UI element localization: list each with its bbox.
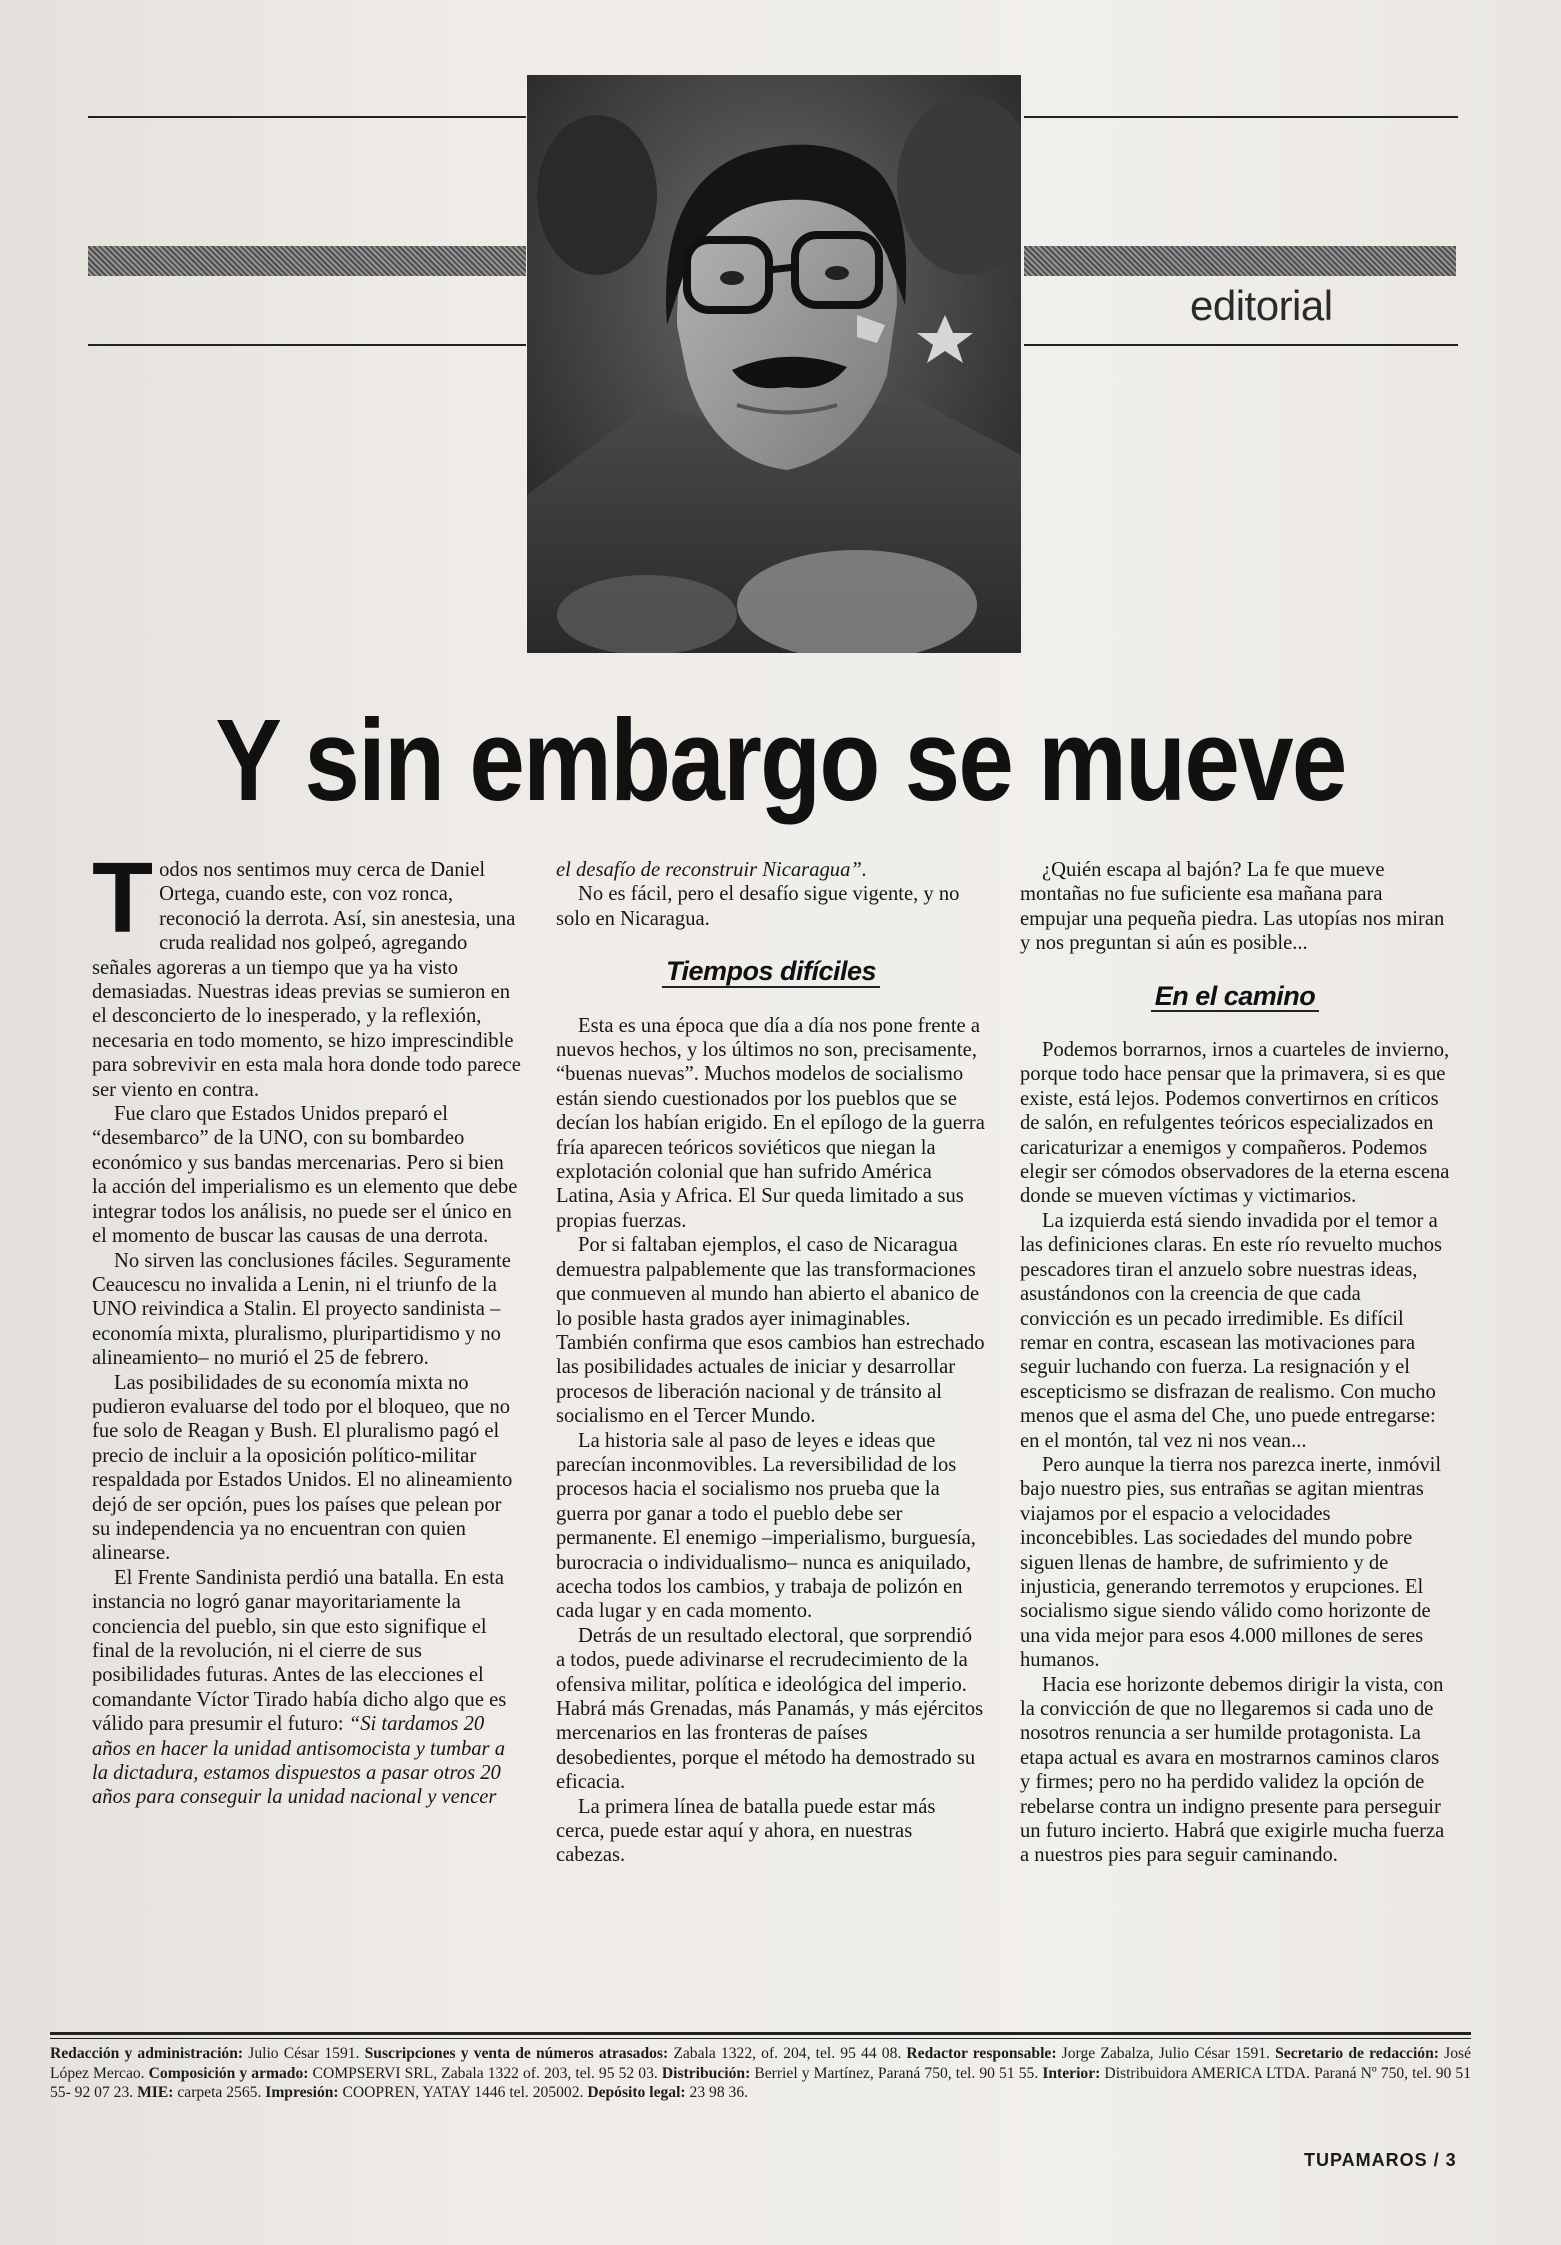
- paragraph: No sirven las conclusiones fáciles. Seguramente Ceaucescu no invalida a Lenin, ni el triunfo de la UNO reivindica a Stalin. El proyecto sandinista –economía mixta, pluralismo, pluripartidismo y no alineamiento– no murió el 25 de febrero.: [92, 1249, 511, 1370]
- credit-label: Impresión:: [265, 2084, 339, 2101]
- credit-label: Depósito legal:: [587, 2084, 686, 2101]
- credit-label: MIE:: [137, 2084, 174, 2101]
- header-rule-right: [1024, 116, 1458, 118]
- paragraph: Podemos borrarnos, irnos a cuarteles de invierno, porque todo hace pensar que la primavera, si es que existe, está lejos. Podemos convertirnos en críticos de salón, en refulgentes teóricos especializados en caricaturizar a enemigos y compañeros. Podemos elegir ser cómodos observadores de la eterna escena donde se mueven víctimas y victimarios.: [1020, 1039, 1450, 1208]
- credit-label: Composición y armado:: [148, 2064, 309, 2082]
- tirado-quote: “Si tardamos 20 años en hacer la unidad antisomocista y tumbar a la dictadura, estamos dispuestos a pasar otros 20 años para conseguir la unidad nacional y vencer: [92, 1713, 505, 1809]
- paragraph: Hacia ese horizonte debemos dirigir la vista, con la convicción de que no llegaremos si cada uno de nosotros renuncia a ser humilde protagonista. La etapa actual es avara en mostrarnos caminos claros y firmes; pero no ha perdido validez la opción de rebelarse contra un indigno presente para perseguir un futuro incierto. Habrá que exigirle mucha fuerza a nuestros pies para seguir caminando.: [1020, 1673, 1445, 1867]
- footer-rule-thin: [50, 2038, 1471, 2039]
- credit-value: COOPREN, YATAY 1446 tel. 205002.: [338, 2084, 588, 2101]
- header-rule-right-lower: [1024, 344, 1458, 346]
- paragraph: Las posibilidades de su economía mixta no pudieron evaluarse del todo por el bloqueo, que no fue solo de Reagan y Bush. El pluralismo pagó el precio de incluir a la oposición político-militar respaldada por Estados Unidos. El no alineamiento dejó de ser opción, pues los países que pelean por su independencia ya no encuentran con quien alinearse.: [92, 1371, 513, 1565]
- credit-value: COMPSERVI SRL, Zabala 1322 of. 203, tel. 95 52 03.: [308, 2064, 662, 2082]
- paragraph: La primera línea de batalla puede estar más cerca, puede estar aquí y ahora, en nuestras cabezas.: [556, 1795, 936, 1867]
- paragraph: Pero aunque la tierra nos parezca inerte, inmóvil bajo nuestro pies, sus entrañas se agitan mientras viajamos por el espacio a velocidades inconcebibles. Las sociedades del mundo pobre siguen llenas de hambre, de sufrimiento y de injusticia, generando terremotos y erupciones. El socialismo sigue siendo válido como horizonte de una vida mejor para esos 4.000 millones de seres humanos.: [1020, 1453, 1442, 1672]
- headline: Y sin embargo se mueve: [215, 695, 1346, 825]
- header-band-left: [88, 246, 526, 276]
- section-label: editorial: [1190, 282, 1333, 329]
- paragraph: [92, 842, 522, 1102]
- quote-end: el desafío de reconstruir Nicaragua”.: [556, 859, 867, 881]
- header-band-right: [1024, 246, 1456, 276]
- credit-value: Distribuidora AMERICA LTDA. Paraná Nº 750, tel. 90 51 55- 92 07 23.: [50, 2064, 1472, 2101]
- credit-label: Distribución:: [661, 2064, 751, 2082]
- header-rule-left-lower: [88, 344, 526, 346]
- paragraph: ¿Quién escapa al bajón? La fe que mueve montañas no fue suficiente esa mañana para empujar una pequeña piedra. Las utopías nos miran y nos preguntan si aún es posible...: [1020, 859, 1445, 955]
- page-folio: TUPAMAROS / 3: [1304, 2150, 1457, 2170]
- credit-value: 23 98 36.: [685, 2084, 749, 2101]
- masthead-credits: [50, 2044, 1471, 2103]
- column-3: [1020, 858, 1450, 1868]
- header-rule-left: [88, 116, 526, 118]
- credit-value: Zabala 1322, of. 204, tel. 95 44 08.: [668, 2045, 907, 2062]
- credit-label: Redactor responsable:: [906, 2045, 1057, 2062]
- column-2: [556, 858, 986, 1868]
- credit-label: Suscripciones y venta de números atrasados:: [364, 2045, 669, 2062]
- credit-label: Secretario de redacción:: [1275, 2045, 1439, 2062]
- credit-value: Jorge Zabalza, Julio César 1591.: [1056, 2045, 1276, 2062]
- column-1: [92, 842, 522, 1810]
- paragraph-text: odos nos sentimos muy cerca de Daniel Ortega, cuando este, con voz ronca, reconoció la derrota. Así, sin anestesia, una cruda realidad nos golpeó, agregando señales agoreras a un tiempo que ya ha visto demasiadas. Nuestras ideas previas se sumieron en el desconcierto de lo inesperado, y la reflexión, necesaria en todo momento, se hizo imprescindible para sobrevivir en esta mala hora donde todo parece ser viento en contra.: [92, 859, 521, 1101]
- paragraph-text: El Frente Sandinista perdió una batalla. En esta instancia no logró ganar mayoritariamente la conciencia del pueblo, sin que esto signifique el final de la revolución, ni el cierre de sus posibilidades futuras. Antes de las elecciones el comandante Víctor Tirado había dicho algo que es válido para presumir el futuro:: [92, 1566, 507, 1736]
- credit-value: Julio César 1591.: [243, 2045, 365, 2062]
- paragraph: No es fácil, pero el desafío sigue vigente, y no solo en Nicaragua.: [556, 883, 960, 930]
- credit-value: carpeta 2565.: [173, 2084, 266, 2101]
- credit-value: Berriel y Martínez, Paraná 750, tel. 90 51 55.: [750, 2064, 1043, 2082]
- portrait-illustration: [527, 75, 1021, 653]
- paragraph: La historia sale al paso de leyes e ideas que parecían inconmovibles. La reversibilidad de los procesos hacia el socialismo nos prueba que la guerra por ganar a todo el pueblo debe ser permanente. El enemigo –imperialismo, burguesía, burocracia o individualismo– nunca es aniquilado, acecha todos los cambios, y trabaja de polizón en cada lugar y en cada momento.: [556, 1429, 976, 1623]
- portrait-photo: [527, 75, 1021, 653]
- paragraph: Por si faltaban ejemplos, el caso de Nicaragua demuestra palpablemente que las transformaciones que conmueven al mundo han abierto el abanico de lo posible hasta grados ayer inimaginables. También confirma que esos cambios han estrechado las posibilidades actuales de iniciar y desarrollar procesos de liberación nacional y de tránsito al socialismo en el Tercer Mundo.: [556, 1234, 985, 1428]
- paragraph: Detrás de un resultado electoral, que sorprendió a todos, puede adivinarse el recrudecimiento de la ofensiva militar, política e ideológica del imperio. Habrá más Grenadas, más Panamás, y más ejércitos mercenarios en las fronteras de países desobedientes, porque el método ha demostrado su eficacia.: [556, 1624, 984, 1794]
- subhead-en-el-camino: En el camino: [1151, 984, 1320, 1012]
- paragraph: [92, 1566, 522, 1810]
- paragraph: La izquierda está siendo invadida por el temor a las definiciones claras. En este río revuelto muchos pescadores tiran el anzuelo sobre nuestras ideas, asustándonos con la creencia de que cada convicción es un pecado irredimible. Es difícil remar en contra, escasean las motivaciones para seguir luchando con fuerza. La resignación y el escepticismo se disfrazan de realismo. Con mucho menos que el asma del Che, uno puede entregarse: en el montón, tal vez ni nos vean...: [1020, 1209, 1443, 1452]
- drop-cap: T: [92, 842, 154, 954]
- credit-value: José López Mercao.: [50, 2045, 1471, 2082]
- credit-label: Interior:: [1042, 2064, 1101, 2082]
- paragraph: Esta es una época que día a día nos pone frente a nuevos hechos, y los últimos no son, precisamente, “buenas nuevas”. Muchos modelos de socialismo están siendo cuestionados por los pueblos que se decían los habían erigido. En el epílogo de la guerra fría aparecen teóricos soviéticos que niegan la explotación colonial que han sufrido América Latina, Asia y Africa. El Sur queda limitado a sus propias fuerzas.: [556, 1014, 985, 1232]
- subhead-tiempos-dificiles: Tiempos difíciles: [662, 959, 880, 987]
- paragraph: Fue claro que Estados Unidos preparó el “desembarco” de la UNO, con su bombardeo económico y sus bandas mercenarias. Pero si bien la acción del imperialismo es un elemento que debe integrar todos los análisis, no puede ser el único en el momento de buscar las causas de una derrota.: [92, 1103, 518, 1248]
- footer-rule: [50, 2032, 1471, 2035]
- credit-label: Redacción y administración:: [50, 2045, 244, 2062]
